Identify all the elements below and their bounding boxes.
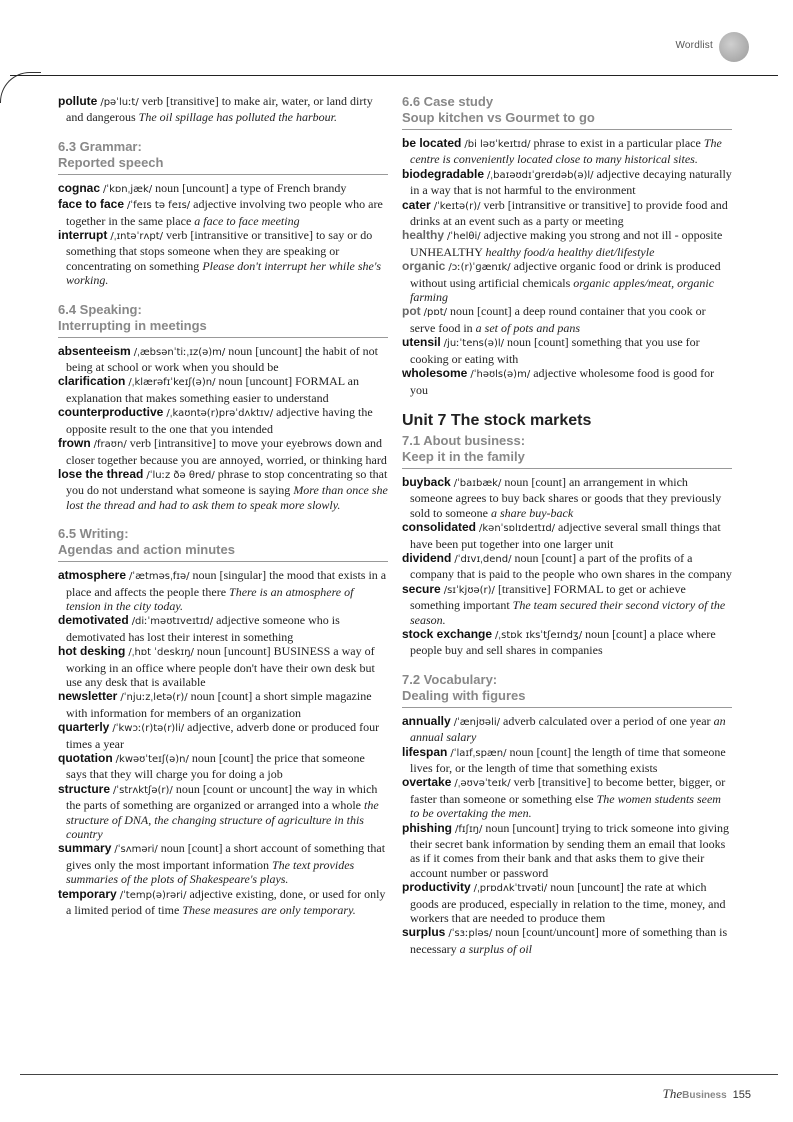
entry-definition: adverb calculated over a period of one year bbox=[503, 713, 711, 728]
entry-definition: noun [uncount] the habit of not being at school or work when you should be bbox=[66, 343, 378, 375]
entry-pronunciation: /ˈluːz ðə θred/ bbox=[146, 469, 215, 481]
section-title: 6.4 Speaking: bbox=[58, 301, 142, 317]
entry-definition: adjective someone who is demotivated has lost their interest in something bbox=[66, 613, 340, 644]
entry-headword: counterproductive bbox=[58, 405, 164, 420]
section-title: 7.2 Vocabulary: bbox=[402, 671, 498, 687]
entry-definition: verb [intransitive or transitive] to provide food and drinks at an event such as a party or meeting bbox=[410, 197, 728, 229]
wordlist-entry bbox=[58, 436, 388, 467]
entry-definition: noun [count] a short simple magazine with information for members of an organization bbox=[66, 689, 372, 720]
entry-example: There is an atmosphere of tension in the city today. bbox=[66, 584, 354, 613]
entry-example: More than once she lost the thread and had to ask them to speak more slowly. bbox=[66, 483, 388, 512]
wordlist-entry bbox=[402, 259, 732, 304]
entry-definition: [transitive] FORMAL to get or achieve something important bbox=[410, 581, 686, 613]
entry-example: a face to face meeting bbox=[194, 213, 300, 228]
entry-example: the structure of DNA, the changing structure of agriculture in this country bbox=[66, 798, 379, 842]
entry-example: The text provides summaries of the plots of Shakespeare's plays. bbox=[66, 857, 355, 887]
entry-pronunciation: /ˌprɒdʌkˈtɪvəti/ bbox=[473, 883, 548, 895]
entry-pronunciation: /ˈnjuːzˌletə(r)/ bbox=[120, 692, 188, 704]
entry-headword: quotation bbox=[58, 751, 113, 765]
entry-definition: verb [transitive] to make air, water, or land dirty and dangerous bbox=[66, 94, 373, 125]
wordlist-entry bbox=[58, 751, 388, 782]
entry-headword: demotivated bbox=[58, 613, 129, 628]
wordlist-entry bbox=[402, 627, 732, 658]
entry-headword: cater bbox=[402, 197, 431, 212]
entry-pronunciation: /juːˈtens(ə)l/ bbox=[443, 338, 504, 350]
entry-headword: organic bbox=[402, 259, 446, 274]
entry-definition: noun [count/uncount] more of something than is necessary bbox=[410, 925, 728, 956]
wordlist-entry bbox=[402, 880, 732, 925]
entry-definition: adjective decaying naturally in a way that is not harmful to the environment bbox=[410, 166, 732, 198]
entry-definition: noun [count] a place where people buy and sell shares in companies bbox=[410, 626, 716, 658]
entry-headword: surplus bbox=[402, 925, 446, 940]
entry-pronunciation: /ˈdɪvɪˌdend/ bbox=[454, 553, 512, 565]
entry-definition: noun [singular] the mood that exists in a place and affects the people there bbox=[66, 568, 387, 599]
entry-example: a share buy-back bbox=[491, 505, 574, 520]
entry-headword: hot desking bbox=[58, 644, 126, 659]
wordlist-entry bbox=[58, 94, 388, 125]
entry-headword: quarterly bbox=[58, 720, 110, 735]
entry-headword: wholesome bbox=[402, 366, 468, 381]
entry-headword: be located bbox=[402, 136, 462, 150]
entry-pronunciation: /ˈhəʊls(ə)m/ bbox=[470, 369, 531, 381]
entry-headword: cognac bbox=[58, 180, 101, 195]
entry-headword: utensil bbox=[402, 335, 441, 350]
entry-headword: phishing bbox=[402, 820, 452, 835]
section-divider bbox=[58, 174, 388, 175]
wordlist-entry bbox=[58, 568, 388, 613]
entry-headword: biodegradable bbox=[402, 166, 485, 181]
section-subtitle: Reported speech bbox=[58, 154, 164, 170]
entry-headword: lose the thread bbox=[58, 466, 144, 481]
section-divider bbox=[58, 561, 388, 562]
entry-definition: adjective involving two people who are together in the same place bbox=[66, 197, 383, 228]
entry-definition: phrase to exist in a particular place bbox=[533, 136, 701, 150]
entry-definition: adjective making you strong and not ill - opposite UNHEALTHY bbox=[410, 228, 723, 259]
entry-headword: atmosphere bbox=[58, 568, 127, 583]
entry-pronunciation: /ˈtemp(ə)rəri/ bbox=[119, 889, 187, 901]
entry-headword: interrupt bbox=[58, 228, 108, 243]
entry-headword: face to face bbox=[58, 197, 125, 212]
wordlist-entry bbox=[402, 551, 732, 582]
wordlist-entry bbox=[58, 374, 388, 405]
entry-headword: structure bbox=[58, 781, 111, 796]
entry-pronunciation: /ˌhɒt ˈdeskɪŋ/ bbox=[128, 647, 194, 659]
entry-example: a surplus of oil bbox=[459, 941, 532, 956]
entry-example: The centre is conveniently located close to many historical sites. bbox=[410, 136, 722, 167]
entry-pronunciation: /ˈænjʊəli/ bbox=[453, 716, 500, 728]
entry-example: The oil spillage has polluted the harbour. bbox=[138, 110, 337, 125]
wordlist-entry bbox=[402, 167, 732, 198]
wordlist-entry bbox=[402, 136, 732, 167]
wordlist-entry bbox=[402, 925, 732, 956]
entry-pronunciation: /ˈsɜːpləs/ bbox=[448, 928, 493, 940]
entry-headword: healthy bbox=[402, 228, 445, 243]
wordlist-entry bbox=[402, 335, 732, 366]
entry-definition: noun [uncount] a type of French brandy bbox=[155, 180, 347, 195]
entry-headword: newsletter bbox=[58, 689, 118, 704]
entry-definition: noun [count] a short account of something that gives only the most important information bbox=[66, 841, 386, 872]
entry-headword: absenteeism bbox=[58, 343, 131, 358]
section-subtitle: Soup kitchen vs Gourmet to go bbox=[402, 110, 595, 125]
wordlist-entry bbox=[402, 821, 732, 881]
entry-headword: annually bbox=[402, 713, 451, 728]
entry-pronunciation: /ˈsʌməri/ bbox=[114, 844, 158, 856]
wordlist-entry bbox=[58, 197, 388, 228]
entry-example: Please don't interrupt her while she's working. bbox=[66, 258, 382, 288]
entry-pronunciation: /diːˈməʊtɪveɪtɪd/ bbox=[131, 616, 214, 628]
wordlist-entry bbox=[402, 520, 732, 551]
entry-example: an annual salary bbox=[410, 713, 726, 745]
entry-headword: consolidated bbox=[402, 520, 477, 535]
entry-example: The team secured their second victory of the season. bbox=[410, 598, 726, 627]
entry-definition: adjective wholesome food is good for you bbox=[410, 366, 715, 397]
page-number: 155 bbox=[732, 1089, 751, 1101]
entry-pronunciation: /ˈkɒnˌjæk/ bbox=[103, 183, 153, 195]
entry-definition: noun [count or uncount] the way in which the parts of something are organized or arranged into a whole bbox=[66, 781, 378, 813]
wordlist-entry bbox=[58, 228, 388, 288]
corner-curve bbox=[0, 72, 41, 103]
section-subtitle: Keep it in the family bbox=[402, 448, 525, 464]
entry-definition: noun [count] the length of time that someone lives for, or the length of time that something exists bbox=[410, 744, 726, 775]
entry-pronunciation: /ˈstrʌktʃə(r)/ bbox=[113, 784, 173, 796]
wordlist-entry bbox=[402, 714, 732, 745]
entry-headword: temporary bbox=[58, 886, 117, 901]
entry-definition: verb [intransitive or transitive] to say or do something that stops someone when they are speaking or concentrating on something bbox=[66, 228, 373, 273]
entry-pronunciation: /ˌkaʊntə(r)prəˈdʌktɪv/ bbox=[166, 408, 274, 420]
section-subtitle: Interrupting in meetings bbox=[58, 317, 207, 333]
entry-definition: noun [count] an arrangement in which someone agrees to buy back shares or goods that they previously sold to someone bbox=[410, 474, 722, 520]
section-title: 6.5 Writing: bbox=[58, 526, 129, 542]
entry-pronunciation: /kwəʊˈteɪʃ(ə)n/ bbox=[115, 754, 189, 765]
wordlist-entry bbox=[402, 582, 732, 627]
wordlist-entry bbox=[402, 475, 732, 520]
entry-headword: pot bbox=[402, 304, 421, 319]
top-rule bbox=[10, 75, 778, 76]
section-divider bbox=[402, 129, 732, 130]
wordlist-entry bbox=[58, 613, 388, 644]
page-footer bbox=[663, 1086, 751, 1102]
entry-pronunciation: /ˌɪntəˈrʌpt/ bbox=[110, 231, 164, 243]
entry-definition: adjective having the opposite result to the one that you intended bbox=[66, 405, 373, 436]
entry-definition: adjective several small things that have been put together into one larger unit bbox=[410, 520, 721, 551]
entry-example: These measures are only temporary. bbox=[182, 903, 356, 918]
wordlist-entry bbox=[402, 745, 732, 776]
entry-pronunciation: /ˈlaɪfˌspæn/ bbox=[450, 747, 507, 759]
entry-pronunciation: /kənˈsɒlɪdeɪtɪd/ bbox=[479, 523, 556, 535]
entry-example: organic apples/meat, organic farming bbox=[410, 275, 715, 305]
entry-definition: verb [transitive] to become better, bigger, or faster than someone or something else bbox=[410, 775, 726, 806]
right-column bbox=[402, 94, 732, 956]
bottom-rule bbox=[20, 1074, 778, 1075]
entry-headword: productivity bbox=[402, 880, 471, 895]
entry-pronunciation: /ˌbaɪəʊdɪˈɡreɪdəb(ə)l/ bbox=[487, 169, 594, 181]
section-title: 6.3 Grammar: bbox=[58, 138, 142, 154]
entry-headword: secure bbox=[402, 581, 441, 596]
entry-pronunciation: /ˌæbsənˈtiːˌɪz(ə)m/ bbox=[133, 346, 226, 358]
entry-headword: stock exchange bbox=[402, 626, 493, 641]
entry-definition: noun [uncount] FORMAL an explanation that makes something easier to understand bbox=[66, 374, 359, 405]
entry-definition: noun [count] a part of the profits of a company that is paid to the people who own shares in the company bbox=[410, 550, 732, 582]
entry-pronunciation: /ˈbaɪbæk/ bbox=[453, 477, 502, 489]
entry-definition: verb [intransitive] to move your eyebrows down and closer together because you are annoyed, worried, or thinking hard bbox=[66, 436, 387, 467]
entry-pronunciation: /ˈfeɪs tə feɪs/ bbox=[127, 200, 191, 212]
entry-headword: clarification bbox=[58, 374, 126, 389]
entry-pronunciation: /ˌstɒk ɪksˈtʃeɪndʒ/ bbox=[495, 629, 583, 641]
entry-definition: noun [uncount] trying to trick someone into giving their secret bank information by sending them an email that looks as if it comes from their bank and that asks them to give their account number or password bbox=[410, 820, 730, 880]
entry-definition: noun [count] a deep round container that you cook or serve food in bbox=[410, 304, 706, 335]
unit-title: Unit 7 The stock markets bbox=[402, 411, 592, 429]
wordlist-entry bbox=[58, 181, 388, 197]
section-divider bbox=[58, 337, 388, 338]
entry-pronunciation: /ˈkwɔː(r)tə(r)li/ bbox=[112, 723, 185, 735]
wordlist-entry bbox=[58, 689, 388, 720]
entry-headword: dividend bbox=[402, 550, 452, 565]
section-subtitle: Dealing with figures bbox=[402, 687, 526, 703]
entry-headword: overtake bbox=[402, 775, 452, 790]
wordlist-entry bbox=[58, 644, 388, 689]
entry-definition: noun [count] something that you use for cooking or eating with bbox=[410, 335, 700, 366]
entry-definition: phrase to stop concentrating so that you do not understand what someone is saying bbox=[66, 466, 388, 498]
entry-pronunciation: /pɒt/ bbox=[423, 307, 448, 319]
entry-pronunciation: /ˌəʊvəˈteɪk/ bbox=[454, 778, 511, 790]
wordlist-entry bbox=[58, 405, 388, 436]
wordlist-entry bbox=[58, 841, 388, 886]
wordlist-entry bbox=[58, 344, 388, 375]
entry-definition: noun [uncount] BUSINESS a way of working in an office where people don't have their own desk but use any desk that is available bbox=[66, 644, 375, 689]
entry-pronunciation: /ˌklærəfɪˈkeɪʃ(ə)n/ bbox=[128, 377, 216, 389]
wordlist-entry bbox=[402, 775, 732, 820]
footer-brand bbox=[663, 1086, 727, 1101]
wordlist-entry bbox=[402, 366, 732, 397]
section-subtitle: Agendas and action minutes bbox=[58, 542, 235, 558]
wordlist-entry bbox=[58, 467, 388, 512]
entry-definition: adjective organic food or drink is produced without using artificial chemicals bbox=[410, 259, 721, 290]
entry-pronunciation: /fɪʃɪŋ/ bbox=[455, 823, 483, 835]
entry-example: a set of pots and pans bbox=[475, 320, 580, 335]
entry-definition: noun [uncount] the rate at which goods are produced, especially in relation to the time, money, and workers that are needed to produce them bbox=[410, 880, 726, 926]
brand-the: The bbox=[662, 1086, 683, 1101]
entry-headword: buyback bbox=[402, 474, 451, 489]
entry-headword: frown bbox=[58, 436, 91, 451]
running-header: Wordlist bbox=[675, 40, 713, 51]
wordlist-entry bbox=[402, 228, 732, 259]
entry-pronunciation: /sɪˈkjʊə(r)/ bbox=[443, 584, 495, 596]
section-divider bbox=[402, 707, 732, 708]
entry-example: The women students seem to be overtaking the men. bbox=[410, 791, 721, 821]
left-column bbox=[58, 94, 388, 917]
wordlist-entry bbox=[58, 720, 388, 751]
entry-pronunciation: /fraʊn/ bbox=[93, 439, 127, 451]
section-title: 7.1 About business: bbox=[402, 432, 526, 448]
entry-pronunciation: /ɔː(r)ˈɡænɪk/ bbox=[448, 262, 511, 274]
entry-definition: noun [count] the price that someone says that they will charge you for doing a job bbox=[66, 751, 365, 782]
header-dot-icon bbox=[719, 32, 749, 62]
entry-headword: summary bbox=[58, 841, 112, 856]
entry-pronunciation: /pəˈluːt/ bbox=[100, 97, 139, 108]
brand-name: Business bbox=[682, 1090, 727, 1101]
section-title: 6.6 Case study bbox=[402, 94, 494, 109]
entry-pronunciation: /ˈkeɪtə(r)/ bbox=[433, 200, 481, 212]
wordlist-entry bbox=[58, 887, 388, 918]
entry-headword: pollute bbox=[58, 94, 98, 108]
entry-headword: lifespan bbox=[402, 744, 448, 759]
wordlist-entry bbox=[402, 304, 732, 335]
entry-definition: adjective, adverb done or produced four times a year bbox=[66, 720, 380, 751]
section-divider bbox=[402, 468, 732, 469]
entry-pronunciation: /ˈætməsˌfɪə/ bbox=[129, 571, 190, 583]
wordlist-entry bbox=[58, 782, 388, 842]
entry-definition: adjective existing, done, or used for only a limited period of time bbox=[66, 886, 386, 918]
entry-example: healthy food/a healthy diet/lifestyle bbox=[485, 244, 655, 259]
entry-pronunciation: /ˈhelθi/ bbox=[447, 231, 481, 243]
wordlist-entry bbox=[402, 198, 732, 229]
entry-pronunciation: /bi ləʊˈkeɪtɪd/ bbox=[464, 139, 531, 150]
